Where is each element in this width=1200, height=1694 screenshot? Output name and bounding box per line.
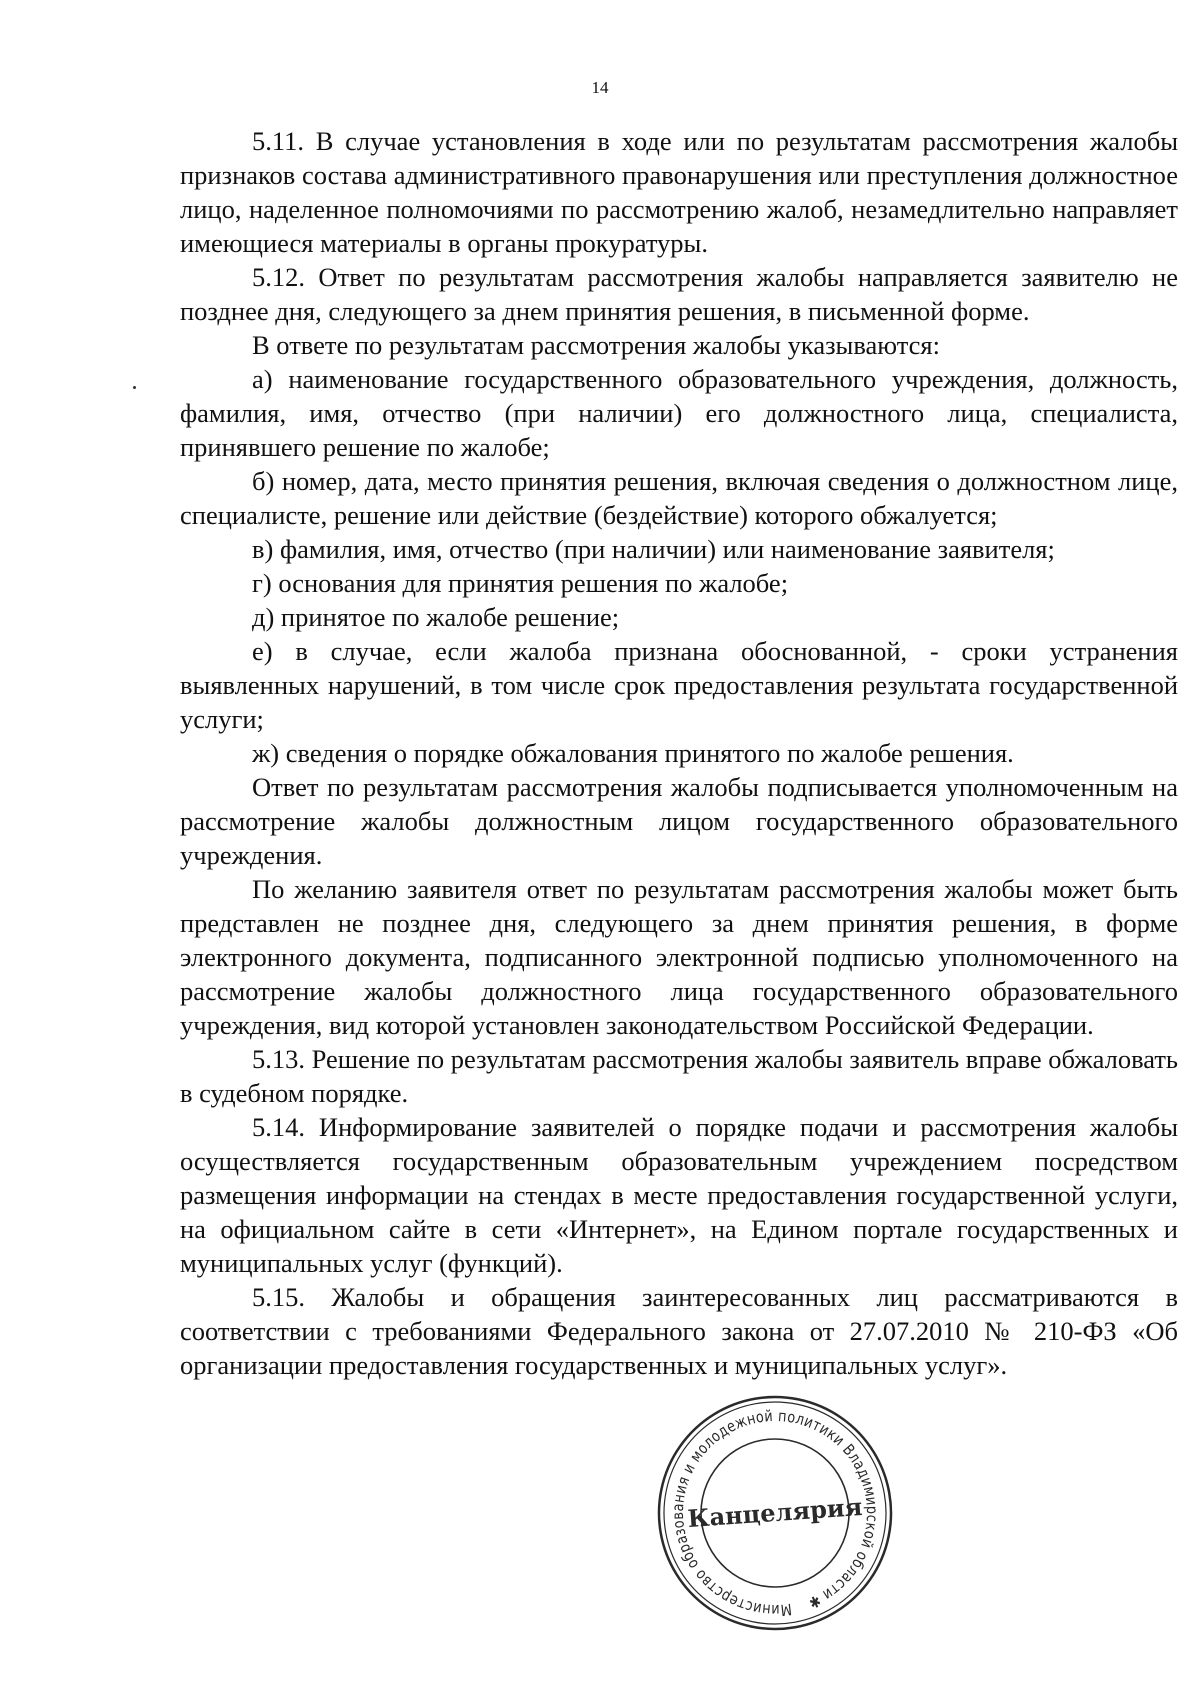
scan-speck — [133, 386, 136, 389]
list-item-e: е) в случае, если жалоба признана обоснованной, - сроки устранения выявленных нарушений, в том числе срок предоставления результата государственной услуги; — [180, 636, 1178, 734]
list-item-g: г) основания для принятия решения по жалобе; — [252, 568, 789, 598]
document-body — [180, 124, 1178, 1382]
paragraph-5-12: 5.12. Ответ по результатам рассмотрения жалобы направляется заявителю не позднее дня, следующего за днем принятия решения, в письменной форме. — [180, 262, 1178, 326]
list-item-v: в) фамилия, имя, отчество (при наличии) или наименование заявителя; — [252, 534, 1055, 564]
paragraph-electronic-response: По желанию заявителя ответ по результатам рассмотрения жалобы может быть представлен не позднее дня, следующего за днем принятия решения, в форме электронного документа, подписанного электронной подписью уполномоченного на рассмотрение жалобы должностного лица государственного образовательного учреждения, вид которой установлен законодательством Российской Федерации. — [180, 874, 1178, 1040]
list-item-b: б) номер, дата, место принятия решения, включая сведения о должностном лице, специалисте, решение или действие (бездействие) которого обжалуется; — [180, 466, 1178, 530]
list-item-a: а) наименование государственного образовательного учреждения, должность, фамилия, имя, отчество (при наличии) его должностного лица, специалиста, принявшего решение по жалобе; — [180, 364, 1178, 462]
office-stamp — [650, 1388, 900, 1638]
paragraph-5-15: 5.15. Жалобы и обращения заинтересованных лиц рассматриваются в соответствии с требованиями Федерального закона от 27.07.2010 № 210-ФЗ «Об организации предоставления государственных и муниципальных услуг». — [180, 1282, 1178, 1380]
stamp-center-text: Канцелярия — [686, 1491, 864, 1534]
paragraph-5-14: 5.14. Информирование заявителей о порядке подачи и рассмотрения жалобы осуществляется государственным образовательным учреждением посредством размещения информации на стендах в месте предоставления государственной услуги, на официальном сайте в сети «Интернет», на Едином портале государственных и муниципальных услуг (функций). — [180, 1112, 1178, 1278]
stamp-seal-graphic — [650, 1388, 900, 1638]
paragraph-response-contents: В ответе по результатам рассмотрения жалобы указываются: — [252, 330, 940, 360]
paragraph-5-11: 5.11. В случае установления в ходе или по результатам рассмотрения жалобы признаков состава административного правонарушения или преступления должностное лицо, наделенное полномочиями по рассмотрению жалоб, незамедлительно направляет имеющиеся материалы в органы прокуратуры. — [180, 126, 1178, 258]
paragraph-5-13: 5.13. Решение по результатам рассмотрения жалобы заявитель вправе обжаловать в судебном порядке. — [180, 1044, 1179, 1108]
paragraph-response-signed: Ответ по результатам рассмотрения жалобы подписывается уполномоченным на рассмотрение жалобы должностным лицом государственного образовательного учреждения. — [180, 772, 1178, 870]
list-item-d: д) принятое по жалобе решение; — [252, 602, 620, 632]
stamp-ring-text: Министерство образования и молодежной политики Владимирской области ✱ — [668, 1406, 882, 1620]
page-number: 14 — [591, 78, 609, 97]
list-item-zh: ж) сведения о порядке обжалования принятого по жалобе решения. — [252, 738, 1014, 768]
